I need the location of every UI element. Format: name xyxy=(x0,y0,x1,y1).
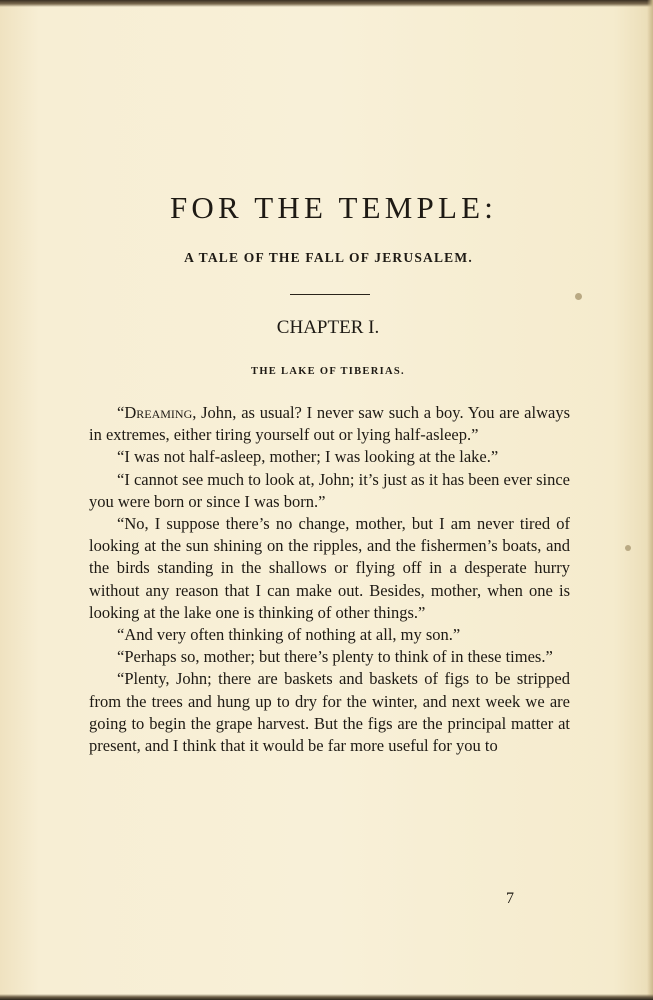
title-divider-rule xyxy=(290,294,370,295)
chapter-body-text xyxy=(89,402,570,757)
paragraph: “No, I suppose there’s no change, mother, but I am never tired of looking at the sun shining on the ripples, and the fishermen’s boats, and the birds standing in the shallows or flying off in a desperate hurry without any reason that I can make out. Besides, mother, when one is looking at the lake one is thinking of other things.” xyxy=(89,514,570,622)
paper-speck xyxy=(625,545,631,551)
paper-speck xyxy=(575,293,582,300)
paragraph: “I cannot see much to look at, John; it’s just as it has been ever since you were born or since I was born.” xyxy=(89,469,570,511)
book-title: FOR THE TEMPLE: xyxy=(169,190,498,225)
page-top-edge xyxy=(0,0,653,7)
page-right-edge xyxy=(647,0,653,1000)
paragraph: “I was not half-asleep, mother; I was looking at the lake.” xyxy=(117,447,499,467)
page-bottom-edge xyxy=(0,994,653,1000)
paragraph: “And very often thinking of nothing at all, my son.” xyxy=(117,625,461,645)
page-number: 7 xyxy=(506,890,514,907)
paragraph: “Plenty, John; there are baskets and baskets of figs to be stripped from the trees and hung up to dry for the winter, and next week we are going to begin the grape harvest. But the figs are the principal matter at present, and I think that it would be far more useful for you to xyxy=(89,669,570,756)
paragraph xyxy=(89,402,570,446)
chapter-heading: CHAPTER I. xyxy=(276,317,380,338)
paragraph: “Perhaps so, mother; but there’s plenty to think of in these times.” xyxy=(117,647,553,667)
paragraph-text: John, as usual? I never saw such a boy. You are always in extremes, either tiring yourself out or lying half-asleep.” xyxy=(89,403,570,445)
chapter-subheading: THE LAKE OF TIBERIAS. xyxy=(251,366,405,377)
paragraph-lead-word: “Dreaming, xyxy=(117,403,197,422)
book-subtitle: A TALE OF THE FALL OF JERUSALEM. xyxy=(184,250,473,265)
